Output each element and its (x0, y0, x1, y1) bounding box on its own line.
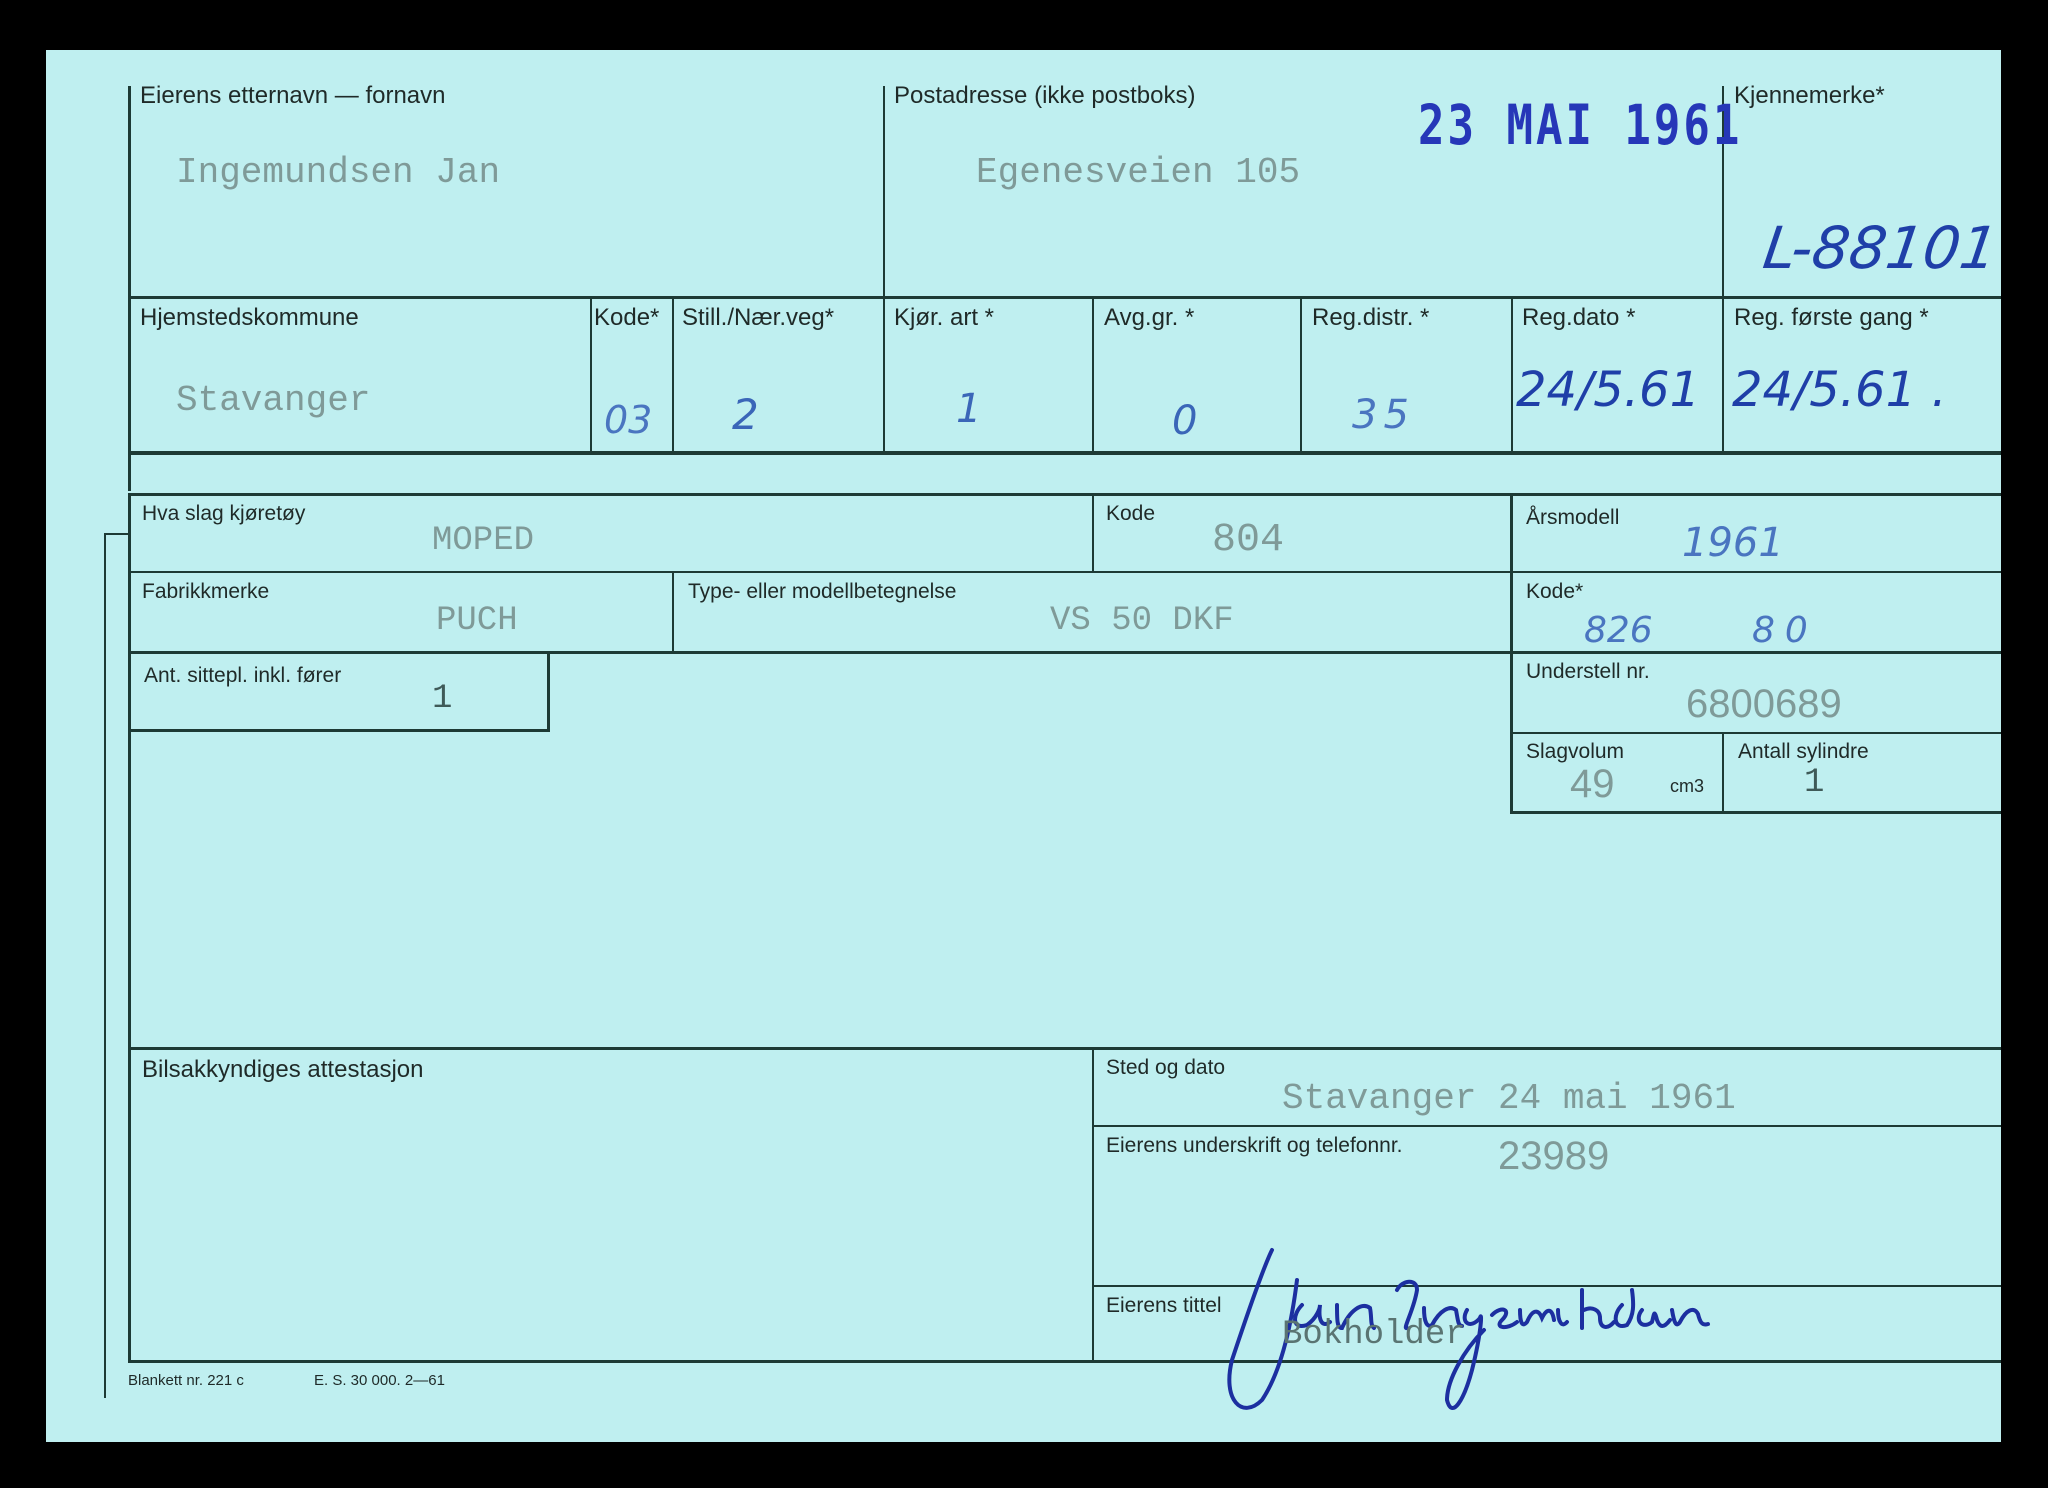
chassis-value: 6800689 (1686, 682, 1842, 726)
attestation-label: Bilsakkyndiges attestasjon (142, 1056, 424, 1083)
type-code-value: 804 (1212, 518, 1285, 563)
make-label: Fabrikkmerke (142, 580, 270, 603)
rule (1300, 298, 1302, 453)
chassis-label: Understell nr. (1526, 660, 1650, 683)
model-year-label: Årsmodell (1526, 506, 1620, 529)
seats-label: Ant. sittepl. inkl. fører (144, 664, 342, 687)
kode-label: Kode* (594, 304, 660, 331)
rule (1092, 1050, 1094, 1361)
rule (883, 298, 885, 453)
rule (128, 451, 2001, 455)
rule (1722, 298, 1724, 453)
rule (128, 651, 2001, 654)
regdistr-label: Reg.distr. * (1312, 304, 1430, 331)
model-year-value: 1961 (1682, 520, 1784, 566)
displacement-unit: cm3 (1670, 776, 1705, 796)
rule (672, 573, 674, 652)
code2-value-1: 826 (1584, 610, 1653, 651)
rule (128, 296, 2001, 299)
owner-name-value: Ingemundsen Jan (176, 152, 501, 193)
rule (672, 298, 674, 453)
displacement-label: Slagvolum (1526, 740, 1625, 763)
rule (590, 298, 592, 453)
rule (1510, 811, 2001, 814)
regforste-value: 24/5.61 . (1732, 362, 1947, 418)
registration-card (46, 50, 2001, 1442)
rule (883, 86, 885, 296)
displacement-value: 49 (1570, 762, 1615, 806)
municipality-value: Stavanger (176, 380, 371, 421)
rule (1092, 496, 1094, 572)
phone-value: 23989 (1498, 1134, 1610, 1178)
address-value: Egenesveien 105 (976, 152, 1301, 193)
still-label: Still./Nær.veg* (682, 304, 835, 331)
vehicle-type-value: MOPED (432, 522, 535, 560)
place-date-label: Sted og dato (1106, 1056, 1226, 1079)
avg-label: Avg.gr. * (1104, 304, 1195, 331)
rule (1092, 298, 1094, 453)
rule (1092, 1125, 2001, 1127)
municipality-label: Hjemstedskommune (140, 304, 359, 331)
owner-title-value: Bokholder (1282, 1316, 1466, 1354)
rule (128, 729, 550, 732)
regforste-label: Reg. første gang * (1734, 304, 1929, 331)
received-date-stamp: 23 MAI 1961 (1418, 94, 1743, 158)
still-value: 2 (732, 390, 759, 439)
rule (128, 86, 131, 491)
cylinders-value: 1 (1804, 764, 1825, 802)
rule (1722, 734, 1724, 812)
rule (104, 533, 130, 535)
cylinders-label: Antall sylindre (1738, 740, 1869, 763)
kjor-value: 1 (956, 386, 982, 432)
rule (1510, 732, 2001, 734)
plate-value: L-88101 (1759, 214, 2003, 282)
plate-label: Kjennemerke* (1734, 82, 1885, 109)
seats-value: 1 (432, 680, 453, 718)
place-date-value: Stavanger 24 mai 1961 (1282, 1078, 1736, 1119)
rule (104, 533, 106, 1398)
signature-label: Eierens underskrift og telefonnr. (1106, 1134, 1403, 1157)
regdistr-value: 35 (1352, 392, 1415, 438)
rule (1510, 496, 1513, 812)
owner-name-label: Eierens etternavn — fornavn (140, 82, 446, 109)
model-value: VS 50 DKF (1050, 602, 1234, 640)
rule (128, 1047, 2001, 1050)
rule (128, 493, 2001, 496)
vehicle-type-label: Hva slag kjøretøy (142, 502, 306, 525)
kjor-label: Kjør. art * (894, 304, 995, 331)
rule (1511, 298, 1513, 453)
code2-label: Kode* (1526, 580, 1584, 603)
kode-value: 03 (604, 398, 653, 442)
rule (547, 653, 550, 730)
owner-title-label: Eierens tittel (1106, 1294, 1222, 1317)
address-label: Postadresse (ikke postboks) (894, 82, 1196, 109)
model-label: Type- eller modellbetegnelse (688, 580, 957, 603)
regdato-label: Reg.dato * (1522, 304, 1636, 331)
make-value: PUCH (436, 602, 518, 640)
rule (128, 1047, 131, 1362)
avg-value: 0 (1172, 398, 1198, 444)
regdato-value: 24/5.61 (1516, 362, 1701, 418)
form-number: Blankett nr. 221 c (128, 1372, 244, 1389)
print-info: E. S. 30 000. 2—61 (314, 1372, 445, 1389)
code2-value-2: 80 (1752, 610, 1818, 651)
type-code-label: Kode (1106, 502, 1156, 525)
rule (128, 571, 2001, 573)
